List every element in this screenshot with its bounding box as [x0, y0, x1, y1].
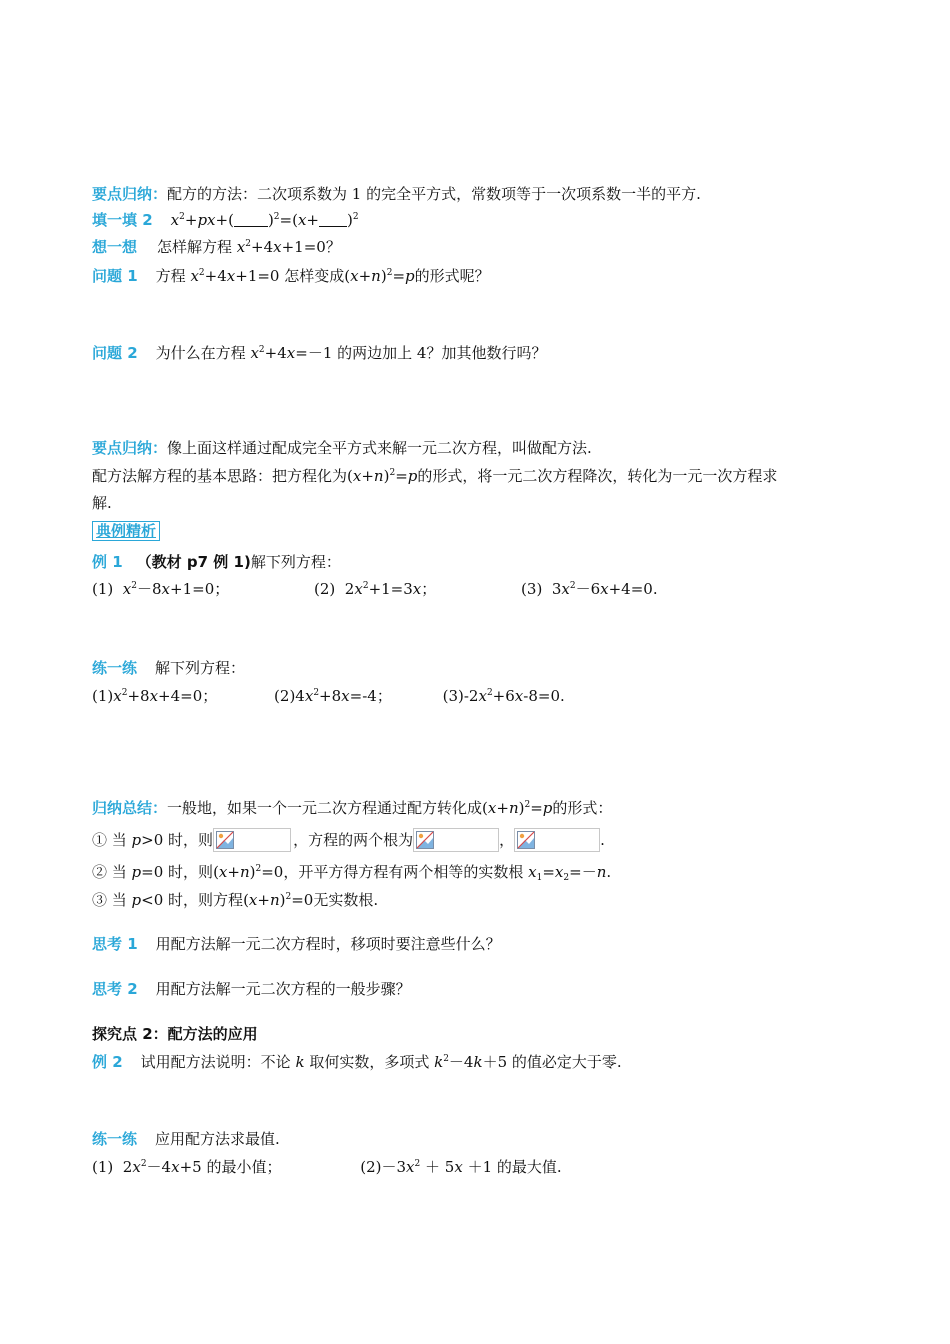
question-1: 问题 1 方程 $x^2+4x+1=0$ 怎样变成$(x+n)^2=p$的形式呢？: [92, 267, 490, 285]
formula-image-3: [514, 828, 600, 852]
blank-1[interactable]: [234, 212, 268, 227]
reflect-1: 思考 1 用配方法解一元二次方程时，移项时要注意些什么？: [92, 935, 501, 953]
summary-case-3: ③ 当 p<0 时，则方程$(x+n)^2=0$无实数根.: [92, 891, 379, 909]
example-2: 例 2 试用配方法说明：不论 k 取何实数，多项式 $k^2-4k+5$ 的值必定大于零.: [92, 1053, 622, 1071]
key-point-2: 要点归纳：像上面这样通过配成完全平方式来解一元二次方程，叫做配方法.: [92, 439, 592, 457]
blank-2[interactable]: [319, 212, 347, 227]
example-1: 例 1 （教材 p7 例 1)解下列方程：: [92, 553, 341, 571]
reflect-2: 思考 2 用配方法解一元二次方程的一般步骤？: [92, 980, 411, 998]
practice-2: 练一练 应用配方法求最值.: [92, 1130, 280, 1148]
broken-image-icon: [216, 831, 234, 849]
basic-idea-cont: 解.: [92, 494, 112, 512]
think: 想一想 怎样解方程 $x^2+4x+1=0$？: [92, 238, 341, 256]
formula-image-2: [413, 828, 499, 852]
basic-idea: 配方法解方程的基本思路：把方程化为$(x+n)^2=p$的形式，将一元二次方程降次，转化为一元一次方程求: [92, 467, 778, 485]
broken-image-icon: [416, 831, 434, 849]
question-2: 问题 2 为什么在方程 $x^2+4x=-1$ 的两边加上 4？加其他数行吗？: [92, 344, 547, 362]
section-examples: 典例精析: [92, 520, 160, 542]
fill-in-2: 填一填 2 $x^2+px+$( )$^2=(x+ )^2$: [92, 211, 359, 229]
summary-case-2: ② 当 p=0 时，则$(x+n)^2=0$，开平方得方程有两个相等的实数根 $x_1=x_2=-n$.: [92, 863, 612, 883]
broken-image-icon: [517, 831, 535, 849]
practice-1: 练一练 解下列方程：: [92, 659, 246, 677]
label: 要点归纳：: [92, 185, 168, 203]
key-point-1: 要点归纳：配方的方法：二次项系数为 1 的完全平方式，常数项等于一次项系数一半的平方.: [92, 185, 701, 203]
summary: 归纳总结：一般地，如果一个一元二次方程通过配方转化成$(x+n)^2=p$的形式：: [92, 799, 613, 817]
section-2-title: 探究点 2：配方法的应用: [92, 1025, 258, 1043]
summary-case-1: ① 当 p>0 时，则 ，方程的两个根为 ， .: [92, 828, 605, 852]
practice-1-problems: $(1)x^2+8x+4=0$； $(2)4x^2+8x=-4$； $(3)-2x^2+6x-8=0$.: [92, 687, 565, 705]
example-1-problems: (1) $x^2-8x+1=0$； (2) $2x^2+1=3x$； (3) $3x^2-6x+4=0$.: [92, 580, 658, 598]
formula-image-1: [213, 828, 291, 852]
practice-2-problems: (1) $2x^2-4x+5$ 的最小值； $(2)-3x^2 + 5x +1$ 的最大值.: [92, 1158, 562, 1176]
